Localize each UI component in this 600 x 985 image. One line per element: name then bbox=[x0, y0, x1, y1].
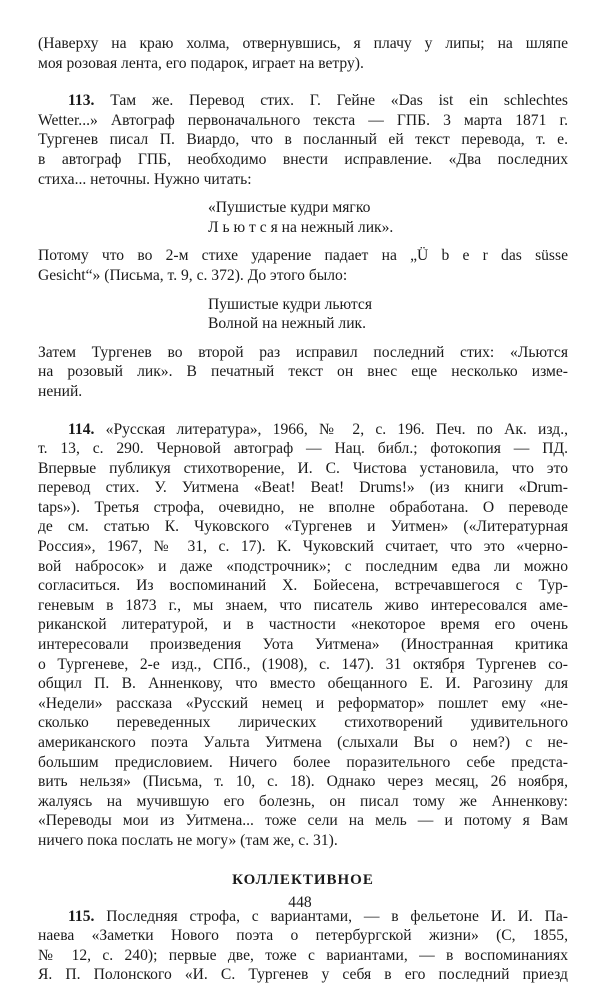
text-line: большим предисловием. Ничего более поразительного себе предста- bbox=[38, 753, 568, 771]
text-line: «Переводы мои из Уитмена... тоже сели на мель — и потому я Вам bbox=[38, 812, 568, 830]
note-114 bbox=[38, 420, 568, 851]
text-line: вой набросок» и даже «подстрочник»; с последним едва ли можно bbox=[38, 557, 568, 575]
text-line: согласиться. Из воспоминаний Х. Бойесена, встречавшегося с Тур- bbox=[38, 577, 568, 595]
text-line: американского поэта Уальта Уитмена (слыхали Вы о нем?) с не- bbox=[38, 734, 568, 751]
text-line: Россия», 1967, № 31, с. 17). К. Чуковский считает, что это «черно- bbox=[38, 538, 568, 556]
text-line: де см. статью К. Чуковского «Тургенев и Уитмен» («Литературная bbox=[38, 518, 568, 536]
page-number: 448 bbox=[288, 894, 312, 911]
text-line: Gesicht“» (Письма, т. 9, с. 372). До этого было: bbox=[38, 266, 348, 284]
section-heading: КОЛЛЕКТИВНОЕ bbox=[232, 871, 374, 888]
text-line: (Наверху на краю холма, отвернувшись, я плачу у липы; на шляпе bbox=[38, 35, 568, 52]
text-line: моя розовая лента, его подарок, играет на ветру). bbox=[38, 54, 364, 72]
text-line: перевод стих. У. Уитмена «Beat! Beat! Drums!» (из книги «Drum- bbox=[38, 479, 568, 497]
text-line: «Недели» рассказа «Русский немец и реформатор» пошлет ему «не- bbox=[38, 694, 568, 712]
note-112-continuation bbox=[38, 34, 568, 73]
text-line: общил П. В. Анненкову, что вместо обещанного Е. И. Рагозину для bbox=[38, 675, 568, 693]
verse-line: Л ь ю т с я на нежный лик». bbox=[208, 218, 394, 236]
text-line: нений. bbox=[38, 382, 83, 400]
verse-line: Волной на нежный лик. bbox=[208, 315, 367, 333]
text-line: вить нельзя» (Письма, т. 10, с. 18). Однако через месяц, 26 ноября, bbox=[38, 773, 568, 791]
text-line: геневым в 1873 г., мы знаем, что писатель живо интересовался аме- bbox=[38, 596, 568, 614]
text-line: Потому что во 2-м стихе ударение падает на „Ü b e r das süsse bbox=[38, 247, 568, 265]
verse-line: «Пушистые кудри мягко bbox=[208, 199, 371, 217]
text-line: Впервые публикуя стихотворение, И. С. Чистова установила, что это bbox=[38, 459, 568, 477]
note-113 bbox=[38, 91, 568, 401]
note-115 bbox=[38, 907, 568, 985]
text-line: в автограф ГПБ, необходимо внести исправление. «Два последних bbox=[38, 150, 568, 168]
text-line: № 12, с. 240); первые две, тоже с вариантами, — в воспоминаниях bbox=[38, 946, 568, 964]
text-line: 115. Последняя строфа, с вариантами, — в фельетоне И. И. Па- bbox=[68, 907, 568, 925]
note-number: 115. bbox=[68, 907, 95, 925]
text-line: Wetter...» Автограф первоначального текста — ГПБ. 3 марта 1871 г. bbox=[38, 111, 568, 129]
note-number: 113. bbox=[68, 92, 95, 110]
text-line: о Тургеневе, 2-е изд., СПб., (1908), с. 147). 31 октября Тургенев со- bbox=[38, 655, 568, 673]
text-line: риканской литературой, и в частности «некоторое время его очень bbox=[38, 616, 568, 634]
text-line: 113. Там же. Перевод стих. Г. Гейне «Das ist ein schlechtes bbox=[68, 92, 568, 110]
text-line: Я. П. Полонского «И. С. Тургенев у себя в его последний приезд bbox=[38, 966, 568, 984]
text-line: на розовый лик». В печатный текст он внес еще несколько изме- bbox=[38, 363, 568, 381]
text-line: taps»). Третья строфа, очевидно, не вполне обработана. О переводе bbox=[38, 498, 568, 516]
text-line: жалуясь на мучившую его болезнь, он писал тому же Анненкову: bbox=[38, 792, 568, 810]
text-line: т. 13, с. 290. Черновой автограф — Нац. библ.; фотокопия — ПД. bbox=[38, 440, 568, 458]
text-line: сколько переведенных лирических стихотворений удивительного bbox=[38, 714, 568, 732]
note-number: 114. bbox=[68, 420, 95, 438]
verse-line: Пушистые кудри льются bbox=[208, 295, 373, 313]
text-line: стиха... неточны. Нужно читать: bbox=[38, 170, 252, 188]
text-line: интересовали произведения Уота Уитмена» (Иностранная критика bbox=[38, 636, 568, 654]
text-line: Затем Тургенев во второй раз исправил последний стих: «Льются bbox=[38, 343, 568, 361]
text-line: Тургенев писал П. Виардо, что в посланный ей текст перевода, т. е. bbox=[38, 131, 568, 149]
text-line: 114. «Русская литература», 1966, № 2, с. 196. Печ. по Ак. изд., bbox=[68, 420, 568, 438]
text-line: наева «Заметки Нового поэта о петербургской жизни» (С, 1855, bbox=[38, 927, 568, 945]
text-line: ничего пока послать не могу» (там же, с. 31). bbox=[38, 831, 338, 849]
